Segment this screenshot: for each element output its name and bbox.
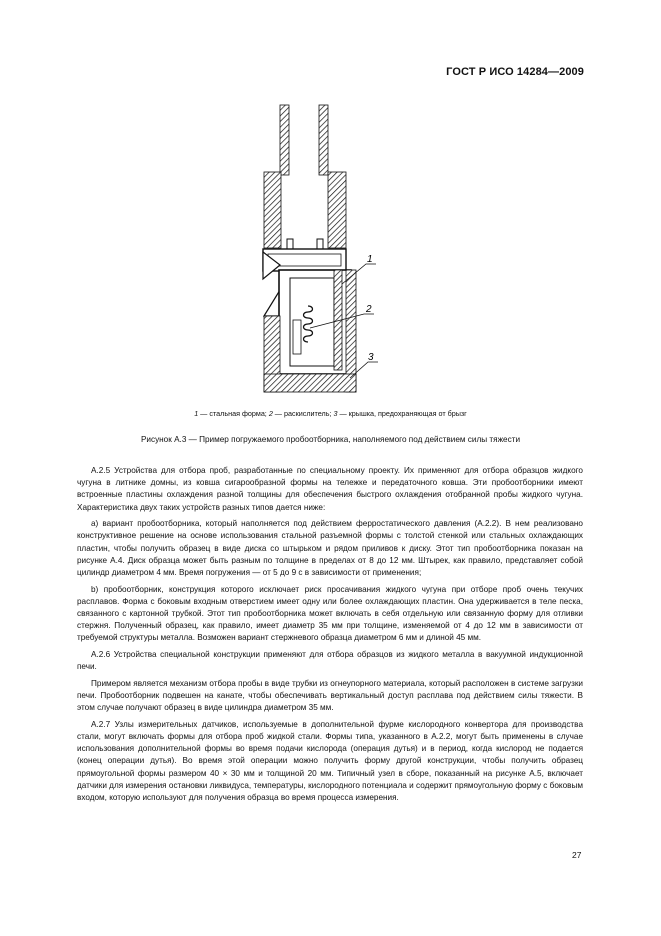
callout-2: 2 <box>366 304 372 315</box>
paragraph-a27: А.2.7 Узлы измерительных датчиков, используемые в дополнительной фурме кислородного конвертора для производства стали, могут включать формы для отбора проб жидкой стали. Формы типа, указанного в А.2.2, могут быть применены в случае использования дополнительной формы во время подачи кислорода (операция дутья) и в период, когда кислород не подается (конец операции дутья). Во время этой операции можно получить форму другой конструкции, чтобы получить образец прямоугольной формы размером 40 × 30 мм и толщиной 20 мм. Типичный узел в сборе, показанный на рисунке А.5, включает датчики для измерения остановки ликвидуса, температуры, кислородного потенциала и содержит прямоугольную форму с боковым входом, которую используют для получения образца во время процесса измерения. <box>77 719 583 803</box>
callout-3: 3 <box>368 352 374 363</box>
paragraph-a26: А.2.6 Устройства специальной конструкции применяют для отбора образцов из жидкого металла в вакуумной индукционной печи. <box>77 650 583 672</box>
paragraph-a25: А.2.5 Устройства для отбора проб, разработанные по специальному проекту. Их применяют для отбора образцов жидкого чугуна в литнике домны, из ковша сигарообразной формы на тележке и передаточного ковша. Эти пробоотборники имеют встроенные пластины охлаждения разной толщины для обеспечения быстрого охлаждения отобранной пробы жидкого чугуна. Характеристика двух таких устройств разных типов дается ниже: <box>77 466 583 512</box>
document-header: ГОСТ Р ИСО 14284—2009 <box>446 66 584 78</box>
paragraph-item-b: b) пробоотборник, конструкция которого исключает риск просачивания жидкого чугуна при отборе проб очень текучих расплавов. Форма с боковым входным отверстием имеет одну или более охлаждающих пластин. Она удерживается в теле песка, связанного с картонной трубкой. Этот тип пробоотборника может включать в себя отдельную или связанную форму для отливки стержня. Полученный образец, как правило, имеет диаметр 35 мм при толщине, изменяемой от 4 до 12 мм в зависимости от требуемой структуры металла. Возможен вариант стержневого образца диаметром 6 мм и длиной 45 мм. <box>77 584 583 643</box>
figure-legend: 1 — стальная форма; 2 — раскислитель; 3 — крышка, предохраняющая от брызг <box>194 409 467 418</box>
upper-tube <box>280 105 328 175</box>
paragraph-item-a: а) вариант пробоотборника, который наполняется под действием ферростатического давления (А.2.2). В нем реализовано конструктивное решение на основе использования стальной разъемной формы с толстой стенкой или стальных охлаждающих пластин, чтобы получить образец в виде диска со штырьком и рядом приливов к диску. Этот тип пробоотборника показан на рисунке А.4. Диск образца может быть разным по толщине в пределах от 8 до 12 мм. Штырек, как правило, представляет собой цилиндр диаметром 4 мм. Время погружения — от 5 до 9 с в зависимости от применения; <box>77 519 583 578</box>
callout-1: 1 <box>367 254 373 265</box>
figure-caption: Рисунок А.3 — Пример погружаемого пробоотборника, наполняемого под действием силы тяжести <box>140 435 521 444</box>
body-text <box>77 465 583 809</box>
sand-body-upper <box>264 172 346 248</box>
inlet-lip <box>264 290 280 316</box>
steel-mould <box>279 270 351 374</box>
paragraph-example: Примером является механизм отбора пробы в виде трубки из огнеупорного материала, который расположен в системе загрузки печи. Пробоотборник подвешен на канате, чтобы обеспечивать вертикальный доступ расплава под действием силы тяжести. В этом случае получают образец в виде цилиндра диаметром 35 мм. <box>77 678 583 713</box>
page-number: 27 <box>572 850 582 860</box>
sampler-figure <box>230 92 400 412</box>
